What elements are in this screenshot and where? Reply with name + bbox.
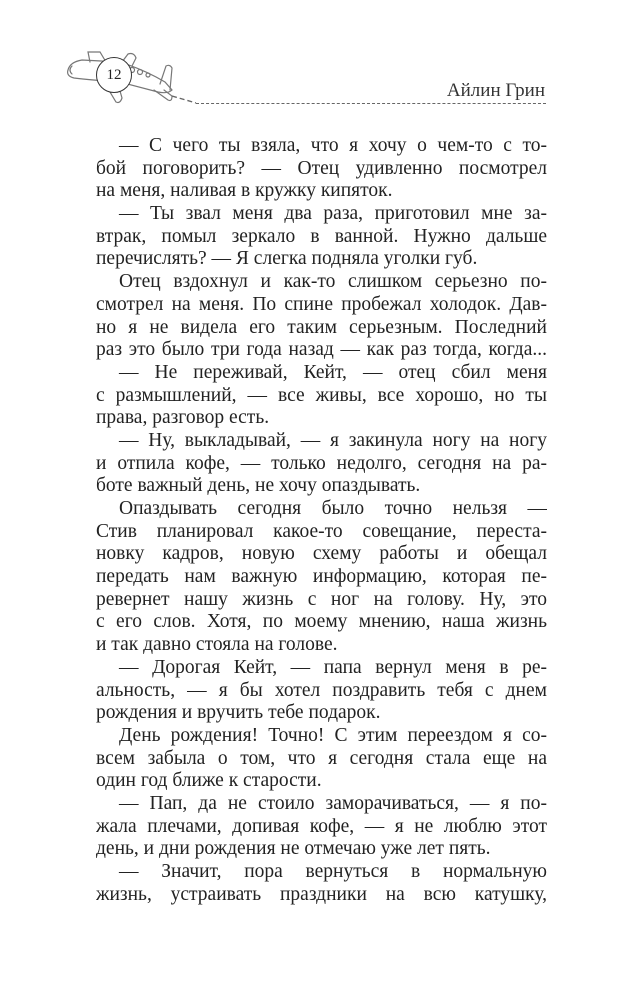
text-line: Опаздывать сегодня было точно нельзя — — [119, 498, 547, 519]
text-line: — Значит, пора вернуться в нормальную — [119, 861, 547, 882]
text-line: день, и дни рождения не отмечаю уже лет пять. — [96, 838, 491, 860]
page-number: 12 — [96, 57, 132, 93]
text-line: жизнь, устраивать праздники на всю катушку, — [96, 883, 547, 905]
text-line: жала плечами, допивая кофе, — я не люблю этот — [96, 815, 547, 837]
text-line: — Пап, да не стоило заморачиваться, — я по- — [119, 792, 547, 814]
text-line: перечислять? — Я слегка подняла уголки губ. — [96, 248, 478, 270]
text-line: альность, — я бы хотел поздравить тебя с днем — [96, 679, 547, 701]
text-line: — Ты звал меня два раза, приготовил мне за- — [119, 203, 547, 225]
text-line: новку кадров, новую схему работы и обещал — [96, 543, 547, 565]
text-line: передать нам важную информацию, которая пе- — [96, 566, 547, 588]
text-line: Отец вздохнул и как-то слишком серьезно по- — [119, 271, 547, 293]
text-line: — Не переживай, Кейт, — отец сбил меня — [119, 361, 547, 383]
text-line: но я не видела его таким серьезным. Последний — [96, 316, 547, 338]
text-line: — С чего ты взяла, что я хочу о чем-то с то- — [119, 135, 547, 156]
text-line: раз это было три года назад — как раз тогда, когда... — [96, 339, 547, 361]
text-line: — Дорогая Кейт, — папа вернул меня в ре- — [119, 656, 547, 678]
text-line: с размышлений, — все живы, все хорошо, но ты — [96, 384, 547, 406]
page-header — [0, 0, 618, 120]
text-line: права, разговор есть. — [96, 407, 270, 429]
text-line: рождения и вручить тебе подарок. — [96, 702, 381, 724]
text-line: на меня, наливая в кружку кипяток. — [96, 180, 393, 202]
text-line: День рождения! Точно! С этим переездом я со- — [119, 724, 547, 746]
text-line: Стив планировал какое-то совещание, переста- — [96, 520, 547, 542]
text-line: всем забыла о том, что я сегодня стала еще на — [96, 747, 547, 769]
text-line: смотрел на меня. По спине пробежал холодок. Дав- — [96, 293, 547, 315]
text-line: втрак, помыл зеркало в ванной. Нужно дальше — [96, 225, 547, 247]
text-line: и так давно стояла на голове. — [96, 634, 338, 656]
text-line: один год ближе к старости. — [96, 770, 322, 792]
text-line: ревернет нашу жизнь с ног на голову. Ну, это — [96, 588, 547, 610]
body-text — [96, 135, 547, 906]
text-line: бой поговорить? — Отец удивленно посмотрел — [96, 157, 547, 179]
text-line: — Ну, выкладывай, — я закинула ногу на ногу — [119, 429, 547, 451]
text-line: с его слов. Хотя, по моему мнению, наша жизнь — [96, 611, 547, 633]
text-line: и отпила кофе, — только недолго, сегодня на ра- — [96, 452, 547, 474]
dashed-divider — [196, 103, 546, 104]
running-title: Айлин Грин — [446, 80, 545, 101]
text-line: боте важный день, не хочу опаздывать. — [96, 475, 421, 497]
